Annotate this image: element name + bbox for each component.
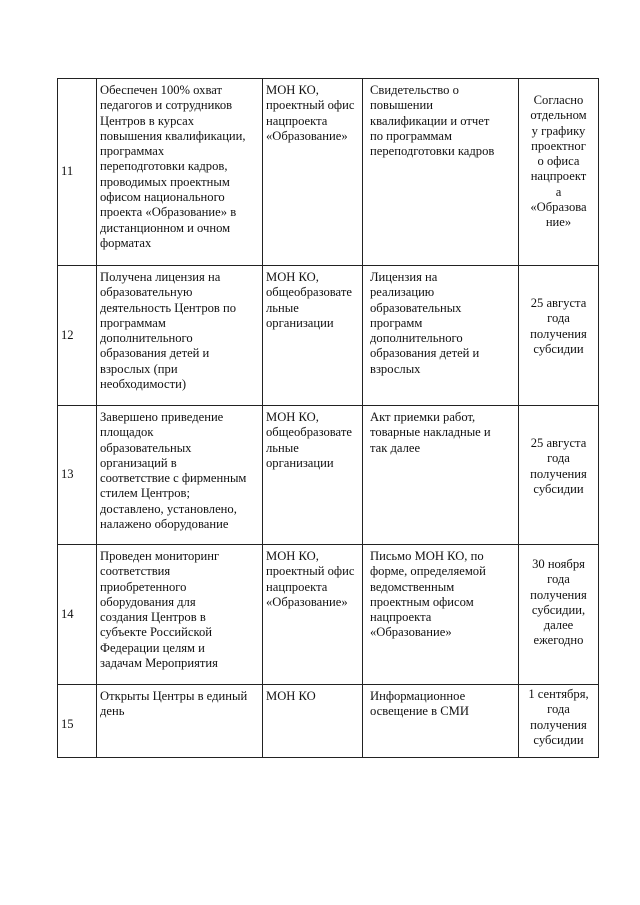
responsible-cell: МОН КО, проектный офис нацпроекта «Образование» [263, 79, 363, 265]
row-number: 11 [58, 79, 97, 265]
responsible-cell: МОН КО [263, 685, 363, 757]
row-number: 15 [58, 685, 97, 757]
table-row [58, 545, 599, 685]
table-row [58, 406, 599, 545]
table-row [58, 266, 599, 406]
document-cell: Письмо МОН КО, по форме, определяемой ведомственным проектным офисом нацпроекта «Образование» [363, 545, 519, 684]
deadline-cell: 1 сентября, года получения субсидии [519, 685, 599, 757]
activity-cell: Обеспечен 100% охват педагогов и сотрудников Центров в курсах повышения квалификации, программах переподготовки кадров, проводимых проектным офисом национального проекта «Образование» в дистанционном и очном форматах [97, 79, 263, 265]
row-number: 12 [58, 266, 97, 405]
responsible-cell: МОН КО, общеобразовате льные организации [263, 266, 363, 405]
row-number: 13 [58, 406, 97, 544]
activity-cell: Завершено приведение площадок образовательных организаций в соответствие с фирменным стилем Центров; доставлено, установлено, налажено оборудование [97, 406, 263, 544]
document-cell: Лицензия на реализацию образовательных программ дополнительного образования детей и взрослых [363, 266, 519, 405]
events-table [57, 78, 599, 758]
activity-cell: Открыты Центры в единый день [97, 685, 263, 757]
responsible-cell: МОН КО, общеобразовате льные организации [263, 406, 363, 544]
document-cell: Свидетельство о повышении квалификации и отчет по программам переподготовки кадров [363, 79, 519, 265]
activity-cell: Получена лицензия на образовательную деятельность Центров по программам дополнительного образования детей и взрослых (при необходимости) [97, 266, 263, 405]
row-number: 14 [58, 545, 97, 684]
table-row [58, 79, 599, 266]
deadline-cell: 30 ноября года получения субсидии, далее ежегодно [519, 545, 599, 684]
document-cell: Информационное освещение в СМИ [363, 685, 519, 757]
table-row [58, 685, 599, 758]
deadline-cell: 25 августа года получения субсидии [519, 266, 599, 405]
responsible-cell: МОН КО, проектный офис нацпроекта «Образование» [263, 545, 363, 684]
deadline-cell: 25 августа года получения субсидии [519, 406, 599, 544]
activity-cell: Проведен мониторинг соответствия приобретенного оборудования для создания Центров в субъекте Российской Федерации целям и задачам Мероприятия [97, 545, 263, 684]
deadline-cell: Согласно отдельном у графику проектног о офиса нацпроект а «Образова ние» [519, 79, 599, 265]
document-cell: Акт приемки работ, товарные накладные и так далее [363, 406, 519, 544]
